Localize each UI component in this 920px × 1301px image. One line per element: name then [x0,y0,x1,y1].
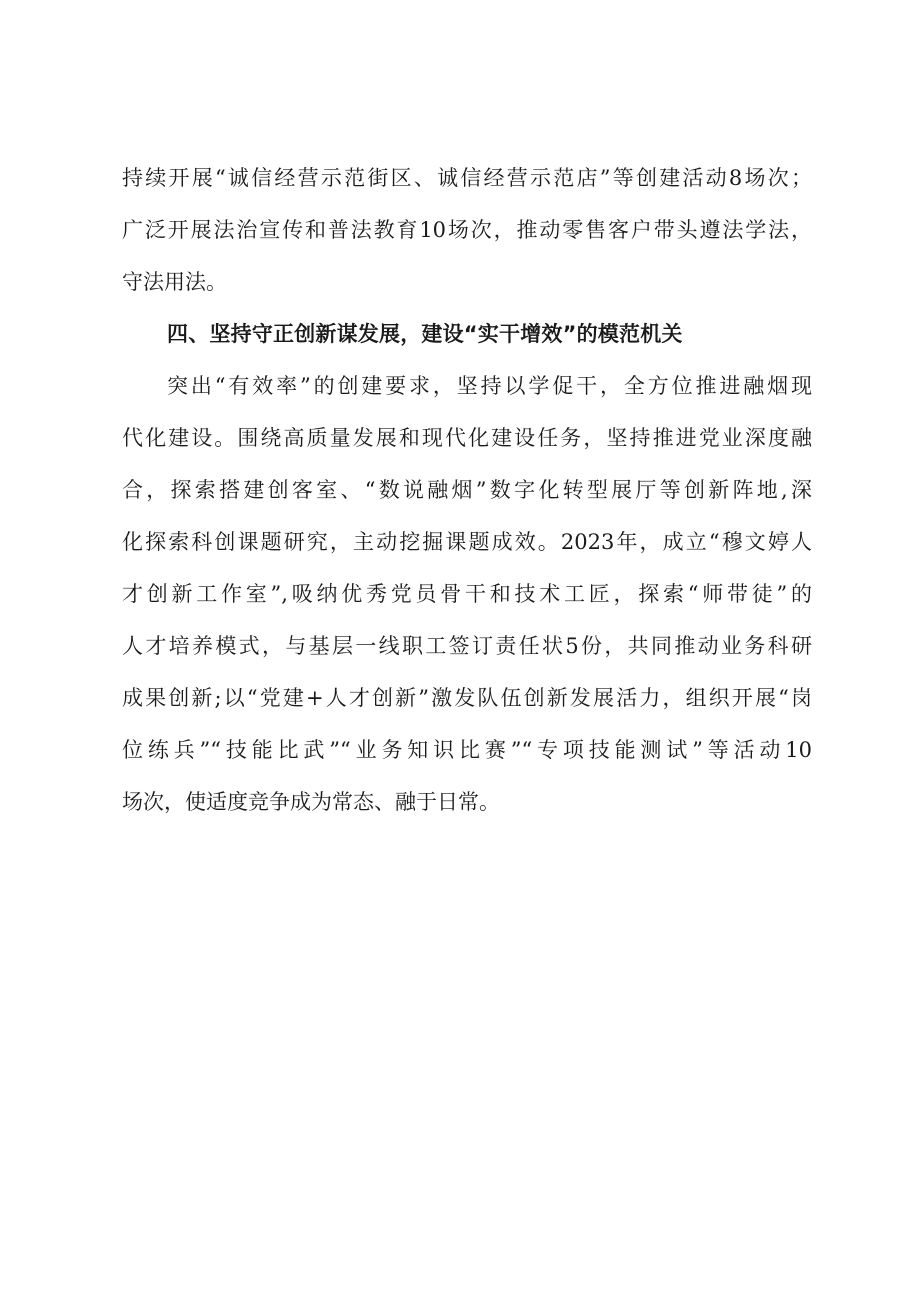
paragraph-line: 代化建设。围绕高质量发展和现代化建设任务，坚持推进党业深度融 [122,426,812,450]
paragraph-line: 化探索科创课题研究，主动挖掘课题成效。2023年，成立“穆文婷人 [122,530,812,554]
paragraph-line: 持续开展“诚信经营示范街区、诚信经营示范店”等创建活动8场次； [122,166,812,190]
paragraph-line: 守法用法。 [122,270,227,294]
paragraph-innovation [122,360,812,828]
paragraph-civic-activities [122,152,812,308]
section-heading: 四、坚持守正创新谋发展，建设“实干增效”的模范机关 [167,322,683,346]
paragraph-line: 成果创新;以“党建+人才创新”激发队伍创新发展活力，组织开展“岗 [122,686,812,710]
paragraph-line: 才创新工作室”,吸纳优秀党员骨干和技术工匠，探索“师带徒”的 [122,582,812,606]
paragraph-line: 合，探索搭建创客室、“数说融烟”数字化转型展厅等创新阵地,深 [122,478,812,502]
paragraph-line: 场次，使适度竞争成为常态、融于日常。 [122,790,500,814]
paragraph-line: 人才培养模式，与基层一线职工签订责任状5份，共同推动业务科研 [122,634,812,658]
paragraph-line: 位练兵”“技能比武”“业务知识比赛”“专项技能测试”等活动10 [122,738,812,762]
document-body [122,152,812,828]
paragraph-line: 突出“有效率”的创建要求，坚持以学促干，全方位推进融烟现 [167,374,812,398]
paragraph-line: 广泛开展法治宣传和普法教育10场次，推动零售客户带头遵法学法， [122,218,812,242]
